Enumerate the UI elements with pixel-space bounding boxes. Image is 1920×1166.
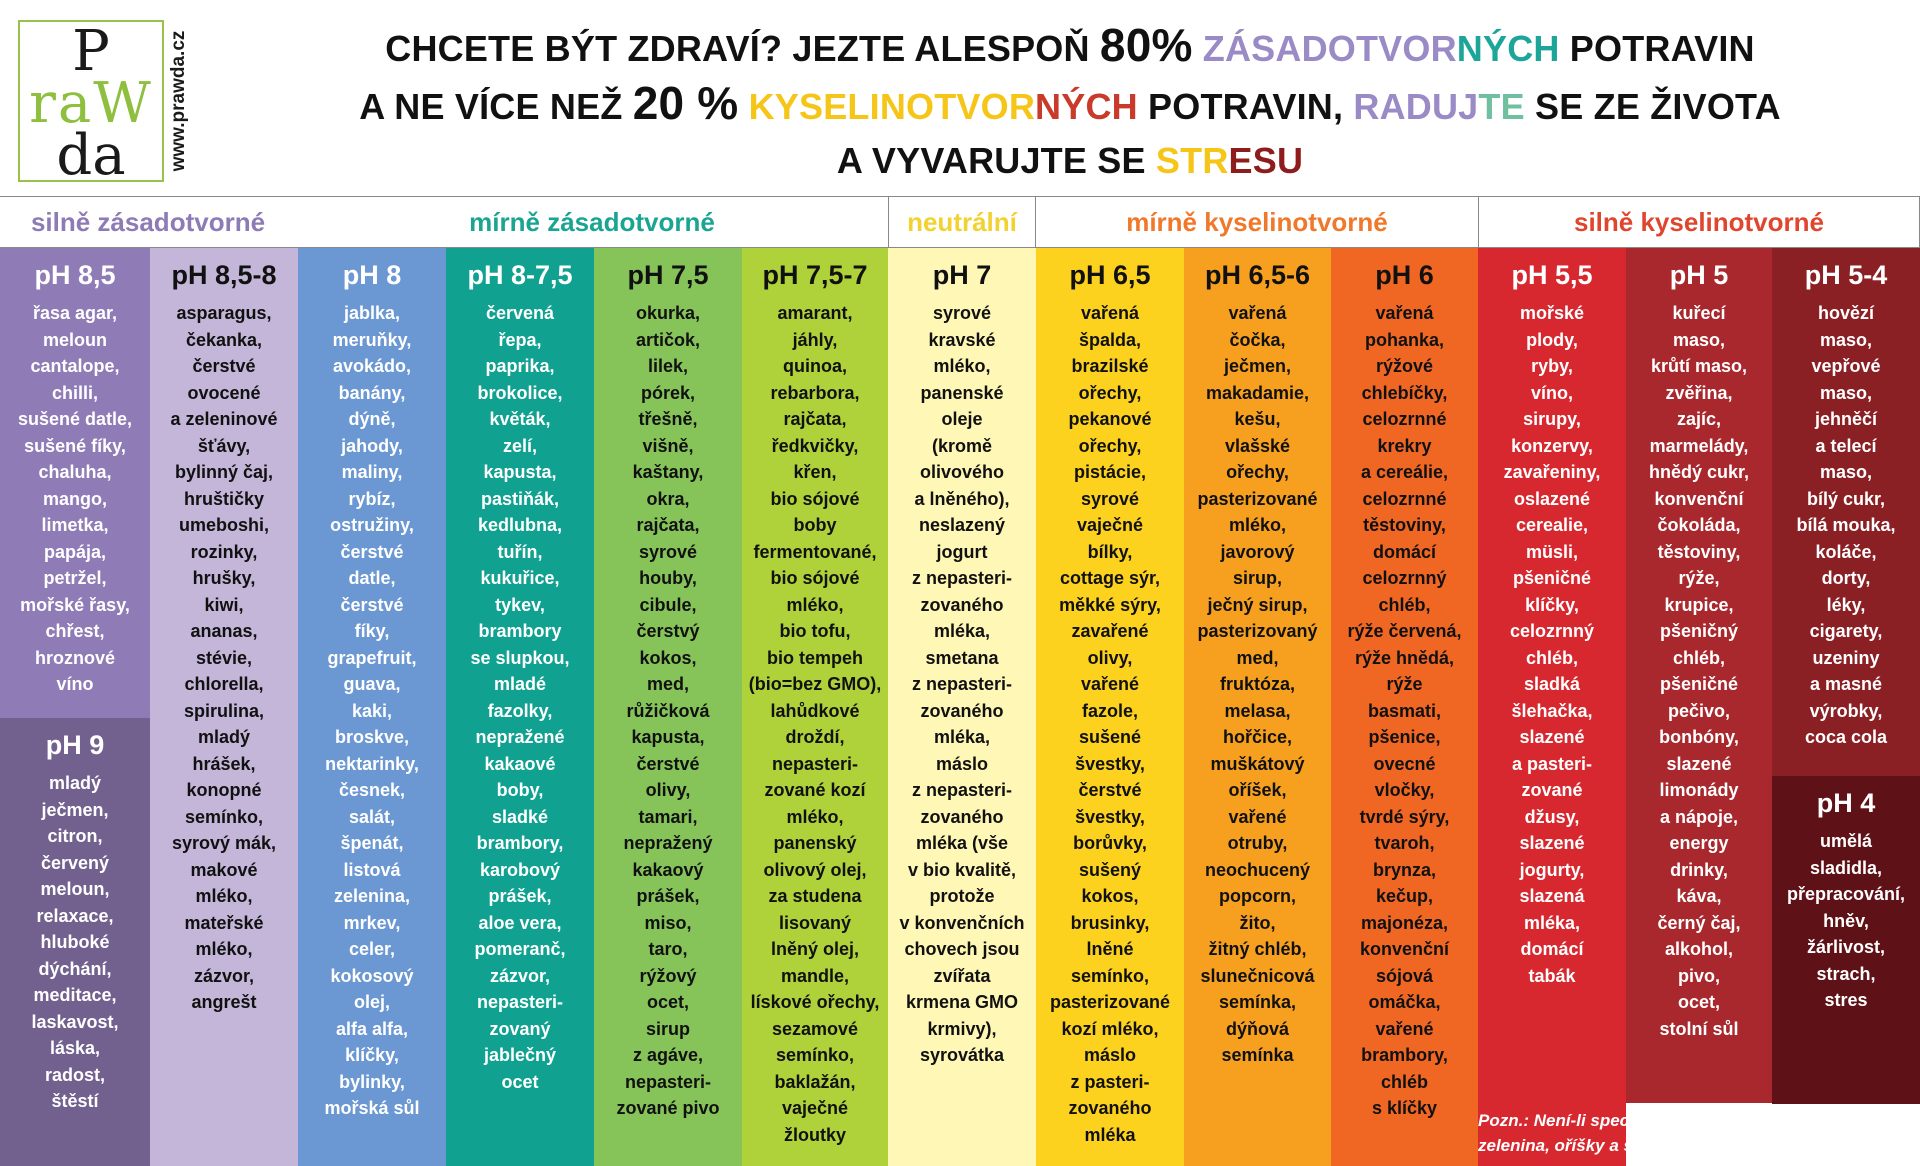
category-neutral (888, 196, 1036, 248)
category-label: mírně kyselinotvorné (1126, 206, 1388, 237)
food-list: jablka, meruňky, avokádo, banány, dýně, jahody, maliny, rybíz, ostružiny, čerstvé datle, čerstvé fíky, grapefruit, guava, kaki, broskve, nektarinky, česnek, salát, špenát, listová zelenina, mrkev, celer, kokosový olej, alfa alfa, klíčky, bylinky, mořská sůl (324, 303, 420, 1118)
headline-alkaline-word: ZÁSADOTVOR (1202, 28, 1457, 69)
food-list: řasa agar, meloun cantalope, chilli, sušené datle, sušené fíky, chaluha, mango, limetka, papája, petržel, mořské řasy, chřest, hroznové víno (17, 303, 133, 694)
ph-value: pH 7,5 (627, 260, 709, 290)
food-list: vařená pohanka, rýžové chlebíčky, celozrnné krekry a cereálie, celozrnné těstoviny, domácí celozrnný chléb, rýže červená, rýže hnědá, rýže basmati, pšenice, ovecné vločky, tvrdé sýry, tvaroh, brynza, kečup, majonéza, konvenční sójová omáčka, vařené brambory, chléb s klíčky (1347, 303, 1462, 1118)
ph-column-8 (298, 248, 446, 1166)
food-list: umělá sladidla, přepracování, hněv, žárlivost, strach, stres (1786, 831, 1906, 1010)
category-mildly-acidic (1036, 196, 1478, 248)
website-url-text: www.prawda.cz (168, 30, 189, 172)
ph-column-6 (1331, 248, 1478, 1166)
headline-rejoice-word-end: TE (1478, 86, 1525, 127)
headline-text: POTRAVIN (1559, 28, 1755, 69)
food-list: asparagus, čekanka, čerstvé ovocené a zeleninové šťávy, bylinný čaj, hruštičky umeboshi, rozinky, hrušky, kiwi, ananas, stévie, chlorella, spirulina, mladý hrášek, konopné semínko, syrový mák, makové mléko, mateřské mléko, zázvor, angrešt (170, 303, 278, 1012)
logo-letter-p: P (72, 19, 110, 84)
headline-80-percent: 80% (1099, 19, 1193, 71)
website-url (168, 20, 198, 182)
food-list: kuřecí maso, krůtí maso, zvěřina, zajíc, marmelády, hnědý cukr, konvenční čokoláda, těstoviny, rýže, krupice, pšeničný chléb, pšeničné pečivo, bonbóny, slazené limonády a nápoje, energy drinky, káva, černý čaj, alkohol, pivo, ocet, stolní sůl (1648, 303, 1750, 1039)
ph-column-8-5-8 (150, 248, 298, 1166)
ph-value: pH 6 (1375, 260, 1434, 290)
ph-column-8-7-5 (446, 248, 594, 1166)
logo-letters-raw: raW (29, 71, 153, 136)
ph-column-9 (0, 718, 150, 1166)
ph-column-6-5 (1036, 248, 1184, 1166)
headline-text: SE ZE ŽIVOTA (1524, 86, 1781, 127)
ph-value: pH 5-4 (1804, 260, 1888, 290)
ph-column-5-4 (1772, 248, 1920, 776)
ph-column-6-5-6 (1184, 248, 1331, 1166)
ph-value: pH 4 (1816, 788, 1876, 818)
ph-column-7-5-7 (742, 248, 888, 1166)
headline-20-percent: 20 % (632, 77, 739, 129)
headline-text: A VYVARUJTE SE (836, 140, 1156, 181)
headline-text: A NE VÍCE NEŽ (359, 86, 633, 127)
category-label: neutrální (907, 206, 1017, 237)
category-strongly-acidic (1478, 196, 1920, 248)
headline-stress-word-end: ESU (1228, 140, 1304, 181)
food-list: syrové kravské mléko, panenské oleje (kromě olivového a lněného), neslazený jogurt z nepasteri- zovaného mléka, smetana z nepasteri- zovaného mléka, máslo z nepasteri- zovaného mléka (vše v bio kvalitě, protože v konvenčních chovech jsou zvířata krmena GMO krmivy), syrovátka (899, 303, 1025, 1065)
food-list: vařená špalda, brazilské ořechy, pekanové ořechy, pistácie, syrové vaječné bílky, cottage sýr, měkké sýry, zavařené olivy, vařené fazole, sušené švestky, čerstvé švestky, borůvky, sušený kokos, brusinky, lněné semínko, pasterizované kozí mléko, máslo z pasteri- zovaného mléka (1049, 303, 1171, 1145)
ph-value: pH 7 (932, 260, 992, 290)
footnote: Pozn.: Není-li specifikováno, platí, že ovoce, zelenina, oříšky a semínka jsou v syrovém stavu. (1478, 1111, 1874, 1155)
headline-alkaline-word-end: NÝCH (1456, 28, 1560, 69)
category-label: mírně zásadotvorné (469, 206, 715, 237)
ph-column-4 (1772, 776, 1920, 1104)
headline-text: POTRAVIN, (1137, 86, 1354, 127)
food-list: mladý ječmen, citron, červený meloun, relaxace, hluboké dýchání, meditace, laskavost, láska, radost, štěstí (31, 773, 119, 1111)
headline-line-1 (230, 18, 1910, 76)
headline-rejoice-word: RADUJ (1353, 86, 1479, 127)
ph-value: pH 8-7,5 (467, 260, 573, 290)
ph-column-7 (888, 248, 1036, 1166)
food-list: amarant, jáhly, quinoa, rebarbora, rajčata, ředkvičky, křen, bio sójové boby fermentované, bio sójové mléko, bio tofu, bio tempeh (bio=bez GMO), lahůdkové droždí, nepasteri- zované kozí mléko, panenský olivový olej, za studena lisovaný lněný olej, mandle, lískové ořechy, sezamové semínko, baklažán, vaječné žloutky (748, 303, 882, 1145)
ph-value: pH 7,5-7 (762, 260, 868, 290)
ph-value: pH 9 (45, 730, 105, 760)
food-list: červená řepa, paprika, brokolice, květák, zelí, kapusta, pastiňák, kedlubna, tuřín, kukuřice, tykev, brambory se slupkou, mladé fazolky, nepražené kakaové boby, sladké brambory, karobový prášek, aloe vera, pomeranč, zázvor, nepasteri- zovaný jablečný ocet (470, 303, 570, 1092)
ph-value: pH 6,5-6 (1204, 260, 1311, 290)
ph-value: pH 8,5 (34, 260, 116, 290)
ph-column-5 (1626, 248, 1772, 1103)
food-list: mořské plody, ryby, víno, sirupy, konzervy, zavařeniny, oslazené cerealie, müsli, pšeničné klíčky, celozrnný chléb, sladká šlehačka, slazené a pasteri- zované džusy, slazené jogurty, slazená mléka, domácí tabák (1503, 303, 1601, 986)
ph-value: pH 5,5 (1511, 260, 1593, 290)
headline-acidic-word: KYSELINOTVOR (748, 86, 1036, 127)
ph-column-5-5 (1478, 248, 1626, 1166)
category-header-row (0, 196, 1920, 248)
ph-value: pH 8,5-8 (171, 260, 277, 290)
ph-column-7-5 (594, 248, 742, 1166)
headline (230, 18, 1910, 188)
headline-text: CHCETE BÝT ZDRAVÍ? JEZTE ALESPOŇ (385, 28, 1100, 69)
ph-value: pH 8 (342, 260, 402, 290)
category-label: silně zásadotvorné (30, 206, 266, 237)
prawda-logo (18, 19, 164, 188)
ph-value: pH 6,5 (1069, 260, 1151, 290)
logo-letters-da: da (56, 123, 126, 188)
food-list: vařená čočka, ječmen, makadamie, kešu, vlašské ořechy, pasterizované mléko, javorový sirup, ječný sirup, pasterizovaný med, fruktóza, melasa, hořčice, muškátový oříšek, vařené otruby, neochucený popcorn, žito, žitný chléb, slunečnicová semínka, dýňová semínka (1197, 303, 1318, 1065)
ph-value: pH 5 (1669, 260, 1729, 290)
headline-stress-word: STR (1155, 140, 1229, 181)
category-strongly-alkaline (0, 196, 296, 248)
category-mildly-alkaline (296, 196, 888, 248)
category-label: silně kyselinotvorné (1574, 206, 1824, 237)
ph-column-8-5 (0, 248, 150, 718)
headline-acidic-word-end: NÝCH (1035, 86, 1138, 127)
food-list: okurka, artičok, lilek, pórek, třešně, višně, kaštany, okra, rajčata, syrové houby, cibule, čerstvý kokos, med, růžičková kapusta, čerstvé olivy, tamari, nepražený kakaový prášek, miso, taro, rýžový ocet, sirup z agáve, nepasteri- zované pivo (616, 303, 720, 1118)
headline-line-3 (230, 134, 1910, 188)
headline-line-2 (230, 76, 1910, 134)
food-list: hovězí maso, vepřové maso, jehněčí a telecí maso, bílý cukr, bílá mouka, koláče, dorty, léky, cigarety, uzeniny a masné výrobky, coca cola (1796, 303, 1896, 747)
